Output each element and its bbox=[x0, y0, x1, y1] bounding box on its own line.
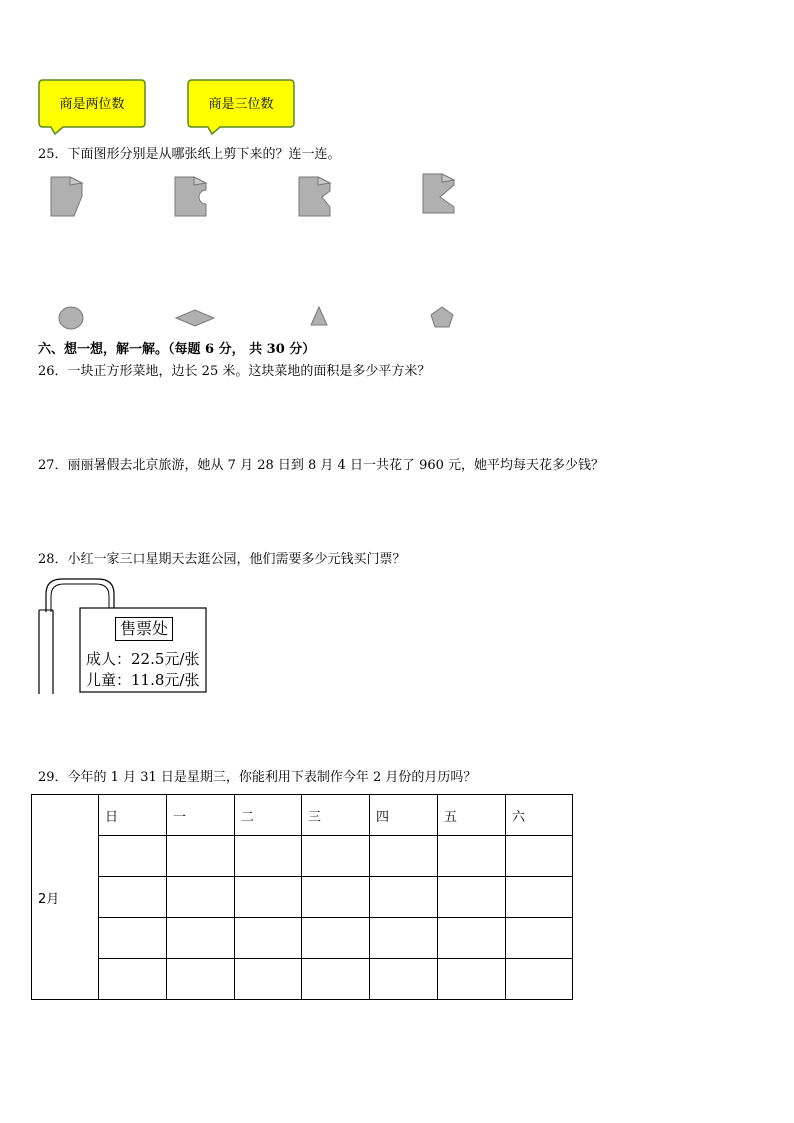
calendar-week-row bbox=[32, 836, 573, 877]
weekday-sun: 日 bbox=[99, 795, 167, 836]
question-26-text: 26．一块正方形菜地，边长 25 米。这块菜地的面积是多少平方米？ bbox=[38, 364, 431, 379]
day-cell[interactable] bbox=[235, 877, 302, 918]
question-25-text: 25．下面图形分别是从哪张纸上剪下来的？连一连。 bbox=[38, 147, 341, 162]
weekday-mon: 一 bbox=[167, 795, 235, 836]
day-cell[interactable] bbox=[506, 918, 573, 959]
calendar-week-row bbox=[32, 959, 573, 1000]
question-29-text: 29．今年的 1 月 31 日是星期三，你能利用下表制作今年 2 月份的月历吗？ bbox=[38, 770, 477, 785]
day-cell[interactable] bbox=[370, 918, 438, 959]
day-cell[interactable] bbox=[506, 877, 573, 918]
folded-paper-3 bbox=[296, 173, 336, 219]
day-cell[interactable] bbox=[302, 836, 370, 877]
day-cell[interactable] bbox=[167, 959, 235, 1000]
pentagon-shape bbox=[429, 305, 455, 329]
weekday-thu: 四 bbox=[370, 795, 438, 836]
weekday-fri: 五 bbox=[438, 795, 506, 836]
day-cell[interactable] bbox=[506, 959, 573, 1000]
rhombus-shape bbox=[174, 308, 216, 328]
question-28-text: 28．小红一家三口星期天去逛公园，他们需要多少元钱买门票？ bbox=[38, 552, 406, 567]
day-cell[interactable] bbox=[167, 877, 235, 918]
callout-two-digit bbox=[37, 79, 147, 135]
child-ticket-price: 儿童：11.8元/张 bbox=[86, 671, 200, 689]
day-cell[interactable] bbox=[370, 836, 438, 877]
day-cell[interactable] bbox=[99, 836, 167, 877]
ticket-office-sign: 售票处 bbox=[115, 617, 173, 641]
weekday-sat: 六 bbox=[506, 795, 573, 836]
day-cell[interactable] bbox=[438, 959, 506, 1000]
callout-two-digit-label: 商是两位数 bbox=[59, 97, 125, 112]
day-cell[interactable] bbox=[302, 918, 370, 959]
section-6-title: 六、想一想，解一解。（每题 6 分， 共 30 分） bbox=[38, 342, 316, 357]
weekday-tue: 二 bbox=[235, 795, 302, 836]
day-cell[interactable] bbox=[99, 959, 167, 1000]
calendar-week-row bbox=[32, 918, 573, 959]
adult-ticket-price: 成人：22.5元/张 bbox=[86, 650, 200, 668]
day-cell[interactable] bbox=[438, 918, 506, 959]
folded-paper-1 bbox=[48, 173, 88, 219]
day-cell[interactable] bbox=[302, 877, 370, 918]
circle-shape bbox=[56, 304, 86, 332]
day-cell[interactable] bbox=[506, 836, 573, 877]
day-cell[interactable] bbox=[235, 918, 302, 959]
february-calendar-table bbox=[31, 794, 573, 1000]
callout-three-digit bbox=[186, 79, 296, 135]
day-cell[interactable] bbox=[370, 959, 438, 1000]
triangle-shape bbox=[308, 305, 330, 327]
month-label: 2月 bbox=[32, 795, 99, 1000]
day-cell[interactable] bbox=[167, 918, 235, 959]
day-cell[interactable] bbox=[167, 836, 235, 877]
day-cell[interactable] bbox=[370, 877, 438, 918]
day-cell[interactable] bbox=[438, 877, 506, 918]
calendar-week-row bbox=[32, 877, 573, 918]
weekday-wed: 三 bbox=[302, 795, 370, 836]
day-cell[interactable] bbox=[235, 959, 302, 1000]
day-cell[interactable] bbox=[438, 836, 506, 877]
callout-three-digit-label: 商是三位数 bbox=[208, 97, 274, 112]
day-cell[interactable] bbox=[99, 918, 167, 959]
question-27-text: 27．丽丽暑假去北京旅游，她从 7 月 28 日到 8 月 4 日一共花了 960 元，她平均每天花多少钱？ bbox=[38, 458, 605, 473]
day-cell[interactable] bbox=[235, 836, 302, 877]
folded-paper-2 bbox=[172, 173, 212, 219]
folded-paper-4 bbox=[420, 170, 460, 216]
day-cell[interactable] bbox=[99, 877, 167, 918]
day-cell[interactable] bbox=[302, 959, 370, 1000]
